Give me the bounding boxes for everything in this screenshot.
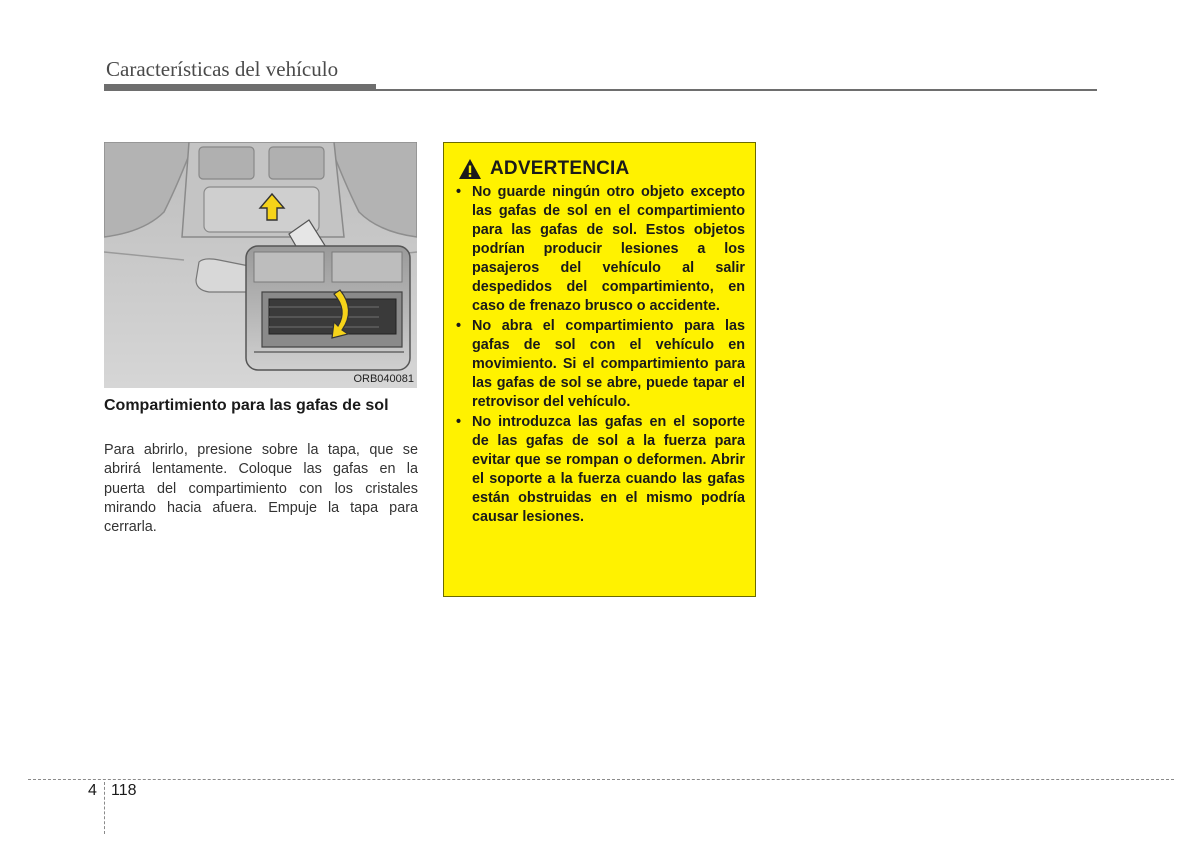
warning-title: ADVERTENCIA — [490, 158, 630, 179]
warning-box — [443, 142, 756, 597]
figure-code: ORB040081 — [353, 373, 414, 385]
bullet-icon: • — [456, 318, 462, 334]
warning-item-text: No introduzca las gafas en el soporte de las gafas de sol a la fuerza para evitar que se rompan o deformen. Abrir el soporte a la fuerza cuando las gafas están obstruidas en el mismo podría causar lesiones. — [472, 414, 745, 525]
warning-item-text: No abra el compartimiento para las gafas de sol con el vehículo en movimiento. Si el compartimiento para las gafas de sol se abre, puede tapar el retrovisor del vehículo. — [472, 318, 745, 410]
sunglass-holder-illustration — [104, 142, 417, 388]
section-body-text: Para abrirlo, presione sobre la tapa, que se abrirá lentamente. Coloque las gafas en la puerta del compartimiento con los cristales mirando hacia afuera. Empuje la tapa para cerrarla. — [104, 442, 418, 536]
warning-triangle-icon — [458, 158, 482, 180]
warning-item — [454, 183, 745, 316]
warning-list — [454, 183, 745, 527]
footer-rule — [28, 779, 1174, 780]
overhead-console-drawing — [104, 142, 417, 388]
page-header-title: Características del vehículo — [106, 57, 339, 81]
header-rule-thin — [376, 89, 1097, 91]
footer-vertical-rule — [104, 782, 105, 834]
bullet-icon: • — [456, 414, 462, 430]
warning-item-text: No guarde ningún otro objeto excepto las gafas de sol en el compartimiento para las gafas de sol. Estos objetos podrían producir lesiones a los pasajeros del vehículo al salir despedidos del compartimiento, en caso de frenazo brusco o accidente. — [472, 184, 745, 314]
page-number: 118 — [111, 782, 137, 799]
warning-item — [454, 413, 745, 527]
header-rule-thick — [104, 84, 376, 91]
section-heading: Compartimiento para las gafas de sol — [104, 397, 389, 414]
warning-title-row — [458, 157, 745, 181]
chapter-number: 4 — [88, 782, 97, 799]
bullet-icon: • — [456, 184, 462, 200]
warning-item — [454, 317, 745, 412]
